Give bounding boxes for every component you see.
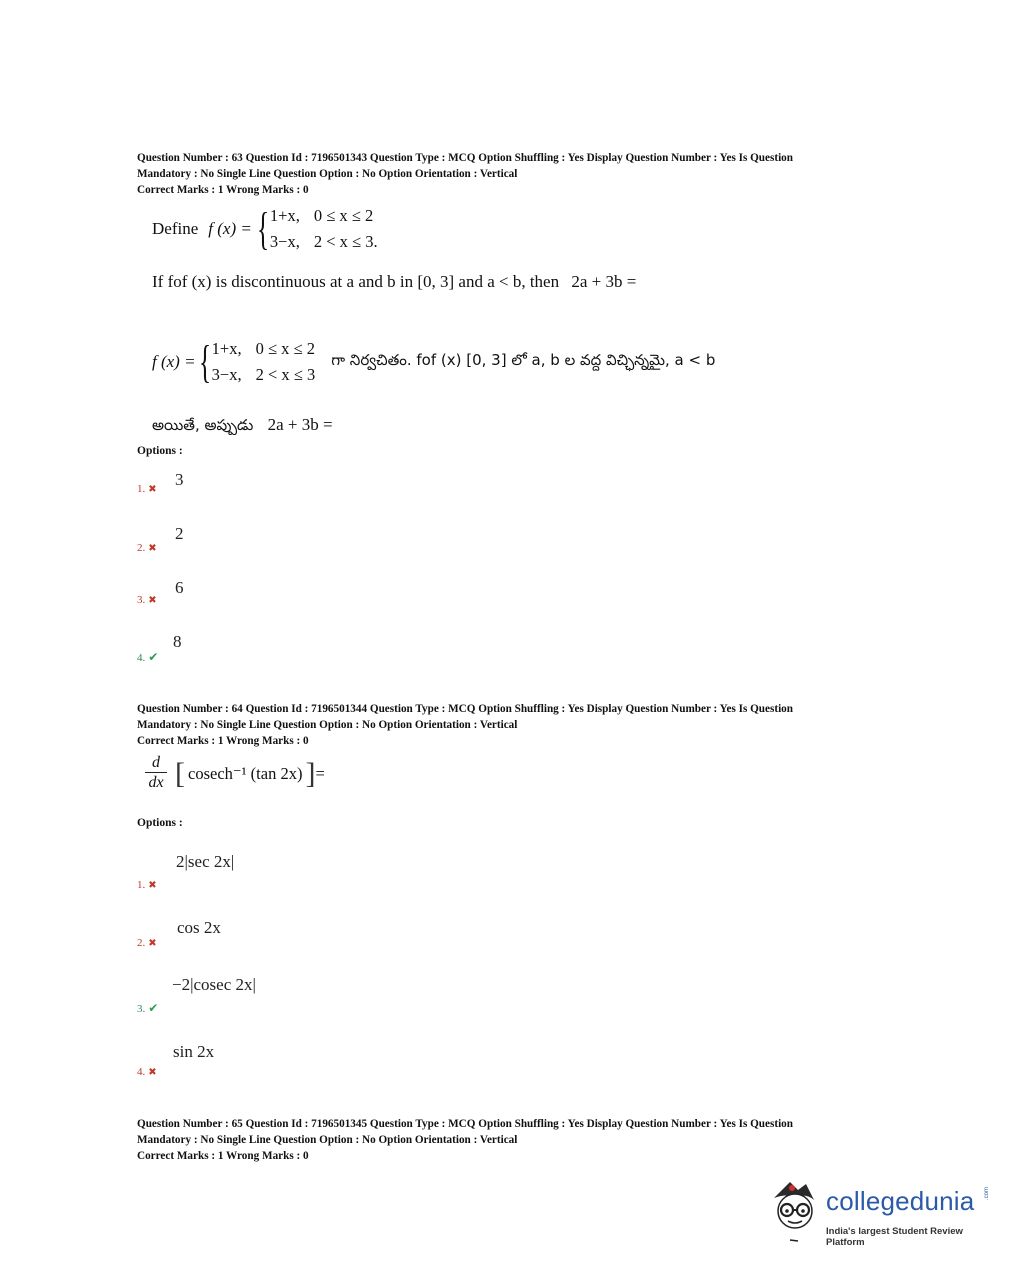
meta-line: Mandatory : No Single Line Question Option : No Option Orientation : Vertical [137, 1133, 518, 1146]
wrong-icon: ✖ [148, 938, 157, 949]
options-label: Options : [137, 817, 183, 829]
collegedunia-logo[interactable] [768, 1178, 998, 1248]
meta-line: Correct Marks : 1 Wrong Marks : 0 [137, 1150, 309, 1162]
define-label: Define [152, 219, 199, 238]
question-63-meta [137, 151, 897, 199]
case-cond: 2 < x ≤ 3 [313, 232, 374, 251]
option-value: 2 [175, 524, 184, 543]
question-64-meta [137, 702, 897, 750]
piecewise-cases: 1+x, 0 ≤ x ≤ 2 3−x, 2 < x ≤ 3. [270, 203, 378, 255]
case-expr: 3−x, [211, 365, 242, 384]
logo-suffix: .com [984, 1186, 990, 1200]
derivative-fraction [145, 754, 167, 793]
option-number: 2. ✖ [137, 542, 157, 554]
logo-tagline: India's largest Student Review Platform [826, 1226, 963, 1248]
meta-line: Mandatory : No Single Line Question Option : No Option Orientation : Vertical [137, 167, 518, 180]
option-value: 2|sec 2x| [176, 852, 235, 871]
option-number: 4. ✖ [137, 1066, 157, 1078]
brace-icon: { [256, 203, 269, 254]
meta-line: Correct Marks : 1 Wrong Marks : 0 [137, 735, 309, 747]
question-63-telugu [152, 336, 715, 388]
question-64-derivative [145, 754, 325, 793]
case-expr: 3−x, [269, 232, 300, 251]
deriv-eq: = [315, 763, 325, 783]
correct-icon: ✔ [148, 1001, 159, 1015]
telugu-text: గా నిర్వచితం. fof (x) [0, 3] లో a, b ల వద్ద విచ్ఛిన్నమై, a < b [331, 351, 716, 369]
fx-label: f (x) = [208, 219, 252, 238]
option-value: −2|cosec 2x| [172, 975, 256, 994]
telugu-expr: 2a + 3b = [267, 415, 333, 434]
options-label: Options : [137, 445, 183, 457]
option-number: 2. ✖ [137, 937, 157, 949]
piecewise-cases [212, 336, 316, 388]
deriv-num: d [152, 754, 160, 771]
question-63-telugu-line2 [152, 415, 333, 438]
option-value: 3 [175, 470, 184, 489]
case-expr: 1+x, [269, 206, 300, 225]
brace-icon: { [198, 336, 211, 387]
question-65-meta [137, 1117, 897, 1165]
meta-line: Mandatory : No Single Line Question Option : No Option Orientation : Vertical [137, 718, 518, 731]
case-cond: 0 ≤ x ≤ 2 [313, 206, 374, 225]
case-cond: 2 < x ≤ 3 [255, 365, 316, 384]
option-number: 1. ✖ [137, 879, 157, 891]
question-63-english [152, 272, 636, 292]
english-text: If fof (x) is discontinuous at a and b in [0, 3] and a < b, then [152, 272, 560, 291]
case-expr: 1+x, [211, 339, 242, 358]
english-expr: 2a + 3b = [571, 272, 637, 291]
wrong-icon: ✖ [148, 1067, 157, 1078]
meta-line: Question Number : 64 Question Id : 7196501344 Question Type : MCQ Option Shuffling : Yes Display Question Number : Yes Is Question [137, 703, 793, 715]
option-number: 4. ✔ [137, 650, 159, 664]
logo-name: collegedunia [826, 1186, 975, 1216]
option-number: 3. ✖ [137, 594, 157, 606]
fx-label: f (x) = [152, 352, 196, 371]
wrong-icon: ✖ [148, 543, 157, 554]
meta-line: Question Number : 65 Question Id : 7196501345 Question Type : MCQ Option Shuffling : Yes Display Question Number : Yes Is Question [137, 1118, 793, 1130]
deriv-expr: cosech⁻¹ (tan 2x) [188, 763, 303, 783]
option-value: 8 [173, 632, 182, 651]
telugu-text: అయితే, అప్పుడు [152, 416, 254, 434]
option-value: 6 [175, 578, 184, 597]
option-value: sin 2x [173, 1042, 215, 1061]
option-number: 1. ✖ [137, 483, 157, 495]
wrong-icon: ✖ [148, 880, 157, 891]
wrong-icon: ✖ [148, 595, 157, 606]
option-value: cos 2x [177, 918, 221, 937]
question-63-definition [152, 203, 378, 255]
right-bracket-icon: ] [305, 756, 316, 790]
wrong-icon: ✖ [148, 484, 157, 495]
left-bracket-icon: [ [175, 756, 185, 790]
option-number: 3. ✔ [137, 1001, 159, 1015]
deriv-den: dx [148, 774, 164, 791]
meta-line: Correct Marks : 1 Wrong Marks : 0 [137, 184, 309, 196]
student-mascot-icon [768, 1178, 824, 1244]
meta-line: Question Number : 63 Question Id : 7196501343 Question Type : MCQ Option Shuffling : Yes Display Question Number : Yes Is Question [137, 152, 793, 164]
correct-icon: ✔ [148, 650, 159, 664]
case-cond: 0 ≤ x ≤ 2 [255, 339, 315, 358]
